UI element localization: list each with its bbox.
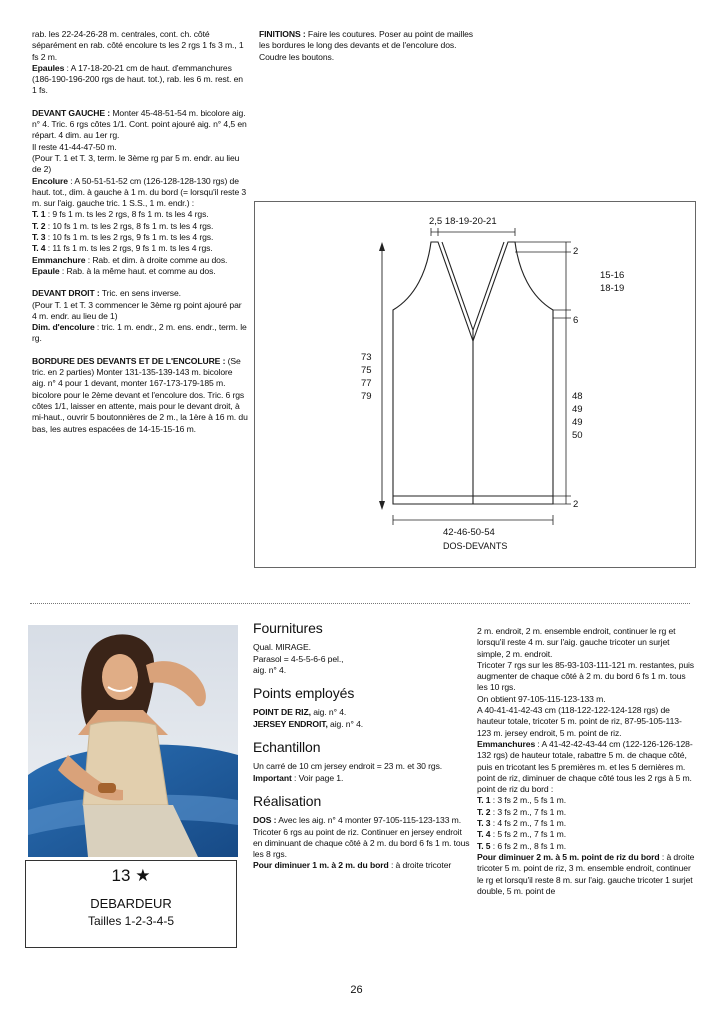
paragraph: Tricoter 7 rgs sur les 85-93-103-111-121 m. restantes, puis augmenter de chaque côté à 2 m. du bord 6 fs 1 m. tous les 10 rgs. — [477, 659, 694, 693]
paragraph-heading: Epaule — [32, 265, 60, 276]
paragraph: T. 5 : 6 fs 2 m., 8 fs 1 m. — [477, 840, 566, 851]
paragraph: Un carré de 10 cm jersey endroit = 23 m. et 30 rgs. — [253, 761, 443, 772]
points-text — [253, 707, 471, 730]
paragraph: Emmanchure : Rab. et dim. à droite comme au dos. — [32, 254, 228, 265]
section-divider — [30, 603, 690, 604]
paragraph-heading: Emmanchure — [32, 254, 86, 265]
paragraph-heading: T. 3 — [477, 818, 491, 829]
paragraph-heading: T. 3 — [32, 232, 46, 243]
paragraph-gap — [32, 277, 248, 288]
paragraph: Qual. MIRAGE. — [253, 642, 311, 653]
pattern-sizes: Tailles 1-2-3-4-5 — [87, 914, 175, 928]
page-number: 26 — [350, 984, 363, 996]
paragraph: aig. n° 4. — [253, 664, 287, 675]
schema-right-label: 48 — [572, 391, 583, 402]
paragraph: JERSEY ENDROIT, aig. n° 4. — [253, 718, 364, 729]
paragraph: FINITIONS : Faire les coutures. Poser au point de mailles les bordures le long des devants et de l'encolure dos. Coudre les boutons. — [259, 29, 473, 62]
paragraph-heading: DOS : — [253, 815, 277, 826]
paragraph: Emmanchures : A 41-42-42-43-44 cm (122-126-126-128-132 rgs) de hauteur totale, rabattre 5 m. de chaque côté, puis en tricotant les 5 premières m. et les 5 dernières m. point de riz, diminuer de chaque côté tous les 2 rgs à 5 m. point de riz du bord : — [477, 738, 693, 795]
paragraph-heading: Pour diminuer 2 m. à 5 m. point de riz du bord — [477, 851, 660, 862]
schema-right-label: 2 — [573, 246, 579, 257]
pattern-info-box — [25, 860, 237, 948]
schema-right-label: 49 — [572, 404, 583, 415]
schema-left-label: 77 — [361, 378, 372, 389]
schema-left-label: 73 — [361, 352, 372, 363]
paragraph: T. 4 : 11 fs 1 m. ts les 2 rgs, 9 fs 1 m. ts les 4 rgs. — [32, 243, 213, 254]
schema-top-label: 2,5 18-19-20-21 — [429, 216, 497, 227]
heading-realisation: Réalisation — [253, 792, 322, 809]
paragraph: Pour diminuer 2 m. à 5 m. point de riz du bord : à droite tricoter 5 m. point de riz, 3 m. ensemble endroit, continuer le rg et lorsqu'il reste 8 m. sur l'aig. gauche tricoter 1 surjet double, 5 m. point de — [477, 851, 695, 896]
paragraph: rab. les 22-24-26-28 m. centrales, cont. ch. côté séparément en rab. côté encolure ts les 2 rgs 1 fs 3 m., 1 fs 2 m. — [32, 29, 244, 62]
paragraph-heading: Epaules — [32, 62, 65, 73]
paragraph-heading: T. 5 — [477, 840, 491, 851]
echantillon-text — [253, 761, 471, 784]
paragraph: T. 2 : 10 fs 1 m. ts les 2 rgs, 8 fs 1 m. ts les 4 rgs. — [32, 220, 214, 231]
paragraph: BORDURE DES DEVANTS ET DE L'ENCOLURE : (Se tric. en 2 parties) Monter 131-135-139-143 m. bicolore aig. n° 4 pour 1 devant, monter 167-173-179-185 m. bicolore pour le 2ème devant et l'encolure dos. Tric. 6 rgs côtes 1/1, laisser en attente, mais pour le devant droit, à mi-haut., ouvrir 5 boutonnières de 2 m., la 1ère à 16 m. du bas, les autres espacées de 14-15-15-16 m. — [32, 355, 248, 434]
paragraph-heading: Encolure — [32, 175, 68, 186]
paragraph: DOS : Avec les aig. n° 4 monter 97-105-115-123-133 m. Tricoter 6 rgs au point de riz. Continuer en jersey endroit en diminuant de chaque côté à 2 m. du bord 6 fs 1 m. tous les 8 rgs. — [253, 815, 470, 860]
paragraph: 2 m. endroit, 2 m. ensemble endroit, continuer le rg et lorsqu'il reste 4 m. sur l'aig. gauche tricoter un surjet simple, 2 m. endroit. — [477, 626, 676, 659]
paragraph-heading: Dim. d'encolure — [32, 322, 95, 333]
paragraph: Il reste 41-44-47-50 m. — [32, 141, 117, 152]
paragraph: Important : Voir page 1. — [253, 772, 344, 783]
paragraph-heading: FINITIONS : — [259, 29, 306, 39]
paragraph: Pour diminuer 1 m. à 2 m. du bord : à droite tricoter — [253, 860, 452, 871]
schema-bottom-size: 42-46-50-54 — [443, 527, 495, 538]
schema-bottom-name: DOS-DEVANTS — [443, 541, 508, 551]
paragraph-heading: Pour diminuer 1 m. à 2 m. du bord — [253, 860, 389, 871]
fournitures-text — [253, 642, 471, 676]
paragraph-heading: POINT DE RIZ, — [253, 707, 311, 718]
paragraph-heading: T. 4 — [477, 829, 491, 840]
paragraph: On obtient 97-105-115-123-133 m. — [477, 693, 606, 704]
pattern-number: 13 ★ — [111, 866, 151, 885]
heading-echantillon: Echantillon — [253, 739, 321, 756]
schema-right-label: 49 — [572, 417, 583, 428]
paragraph: T. 3 : 4 fs 2 m., 7 fs 1 m. — [477, 818, 566, 829]
text-column-finitions — [259, 29, 475, 63]
paragraph: T. 4 : 5 fs 2 m., 7 fs 1 m. — [477, 829, 566, 840]
instructions-column-middle — [253, 620, 471, 872]
schematic-drawing — [255, 202, 695, 567]
schema-right-label: 6 — [573, 315, 579, 326]
paragraph-heading: BORDURE DES DEVANTS ET DE L'ENCOLURE : — [32, 355, 226, 366]
paragraph: T. 1 : 9 fs 1 m. ts les 2 rgs, 8 fs 1 m. ts les 4 rgs. — [32, 209, 209, 220]
schema-left-label: 79 — [361, 391, 372, 402]
paragraph: Epaules : A 17-18-20-21 cm de haut. d'emmanchures (186-190-196-200 rgs de haut. tot.), rab. les 6 m. rest. en 1 fs. — [32, 62, 243, 96]
instructions-column-right — [477, 626, 695, 897]
schema-right-label: 50 — [572, 430, 583, 441]
paragraph: A 40-41-41-42-43 cm (118-122-122-124-128 rgs) de hauteur totale, tricoter 5 m. point de riz, 87-95-105-113-123 m. jersey endroit, 5 m. point de riz. — [477, 705, 682, 738]
paragraph: T. 1 : 3 fs 2 m., 5 fs 1 m. — [477, 795, 566, 806]
paragraph: T. 3 : 10 fs 1 m. ts les 2 rgs, 9 fs 1 m. ts les 4 rgs. — [32, 232, 214, 243]
schema-right-label: 15-16 — [600, 270, 625, 281]
paragraph: POINT DE RIZ, aig. n° 4. — [253, 707, 347, 718]
paragraph-heading: T. 1 — [477, 795, 491, 806]
paragraph: DEVANT GAUCHE : Monter 45-48-51-54 m. bicolore aig. n° 4. Tric. 6 rgs côtes 1/1. Cont. point ajouré aig. n° 4,5 en répart. 4 dim. au 1er rg. — [32, 107, 247, 141]
paragraph-heading: T. 2 — [32, 220, 46, 231]
paragraph-heading: T. 2 — [477, 806, 491, 817]
paragraph-heading: Important — [253, 772, 292, 783]
paragraph-heading: JERSEY ENDROIT, — [253, 718, 328, 729]
heading-fournitures: Fournitures — [253, 620, 323, 636]
paragraph: Parasol = 4-5-5-6-6 pel., — [253, 653, 344, 664]
heading-points: Points employés — [253, 685, 355, 702]
paragraph-heading: DEVANT GAUCHE : — [32, 107, 111, 118]
paragraph: (Pour T. 1 et T. 3 commencer le 3ème rg point ajouré par 4 m. endr. au lieu de 1) — [32, 299, 242, 321]
model-photo — [28, 625, 238, 857]
paragraph-gap — [32, 345, 248, 356]
paragraph: T. 2 : 3 fs 2 m., 7 fs 1 m. — [477, 806, 566, 817]
neck-band-line — [442, 242, 504, 330]
paragraph: DEVANT DROIT : Tric. en sens inverse. — [32, 288, 181, 299]
paragraph: Encolure : A 50-51-51-52 cm (126-128-128-130 rgs) de haut. tot., dim. à gauche à 1 m. du bord (= lorsqu'il reste 3 m. sur l'aig. gauche tric. 1 S.S., 1 m. endr.) : — [32, 175, 247, 209]
arrow-down-icon — [379, 501, 385, 510]
arrow-up-icon — [379, 242, 385, 251]
schema-right-label: 2 — [573, 499, 579, 510]
paragraph-heading: T. 1 — [32, 209, 46, 220]
paragraph-heading: DEVANT DROIT : — [32, 288, 100, 299]
pattern-name: DEBARDEUR — [90, 896, 172, 911]
paragraph: Epaule : Rab. à la même haut. et comme au dos. — [32, 265, 216, 276]
paragraph-heading: T. 4 — [32, 243, 46, 254]
paragraph: Dim. d'encolure : tric. 1 m. endr., 2 m. ens. endr., term. le rg. — [32, 322, 247, 344]
text-column-left — [32, 29, 248, 435]
schema-right-label: 18-19 — [600, 283, 625, 294]
star-icon: ★ — [135, 866, 151, 885]
paragraph-heading: Emmanchures — [477, 738, 536, 749]
paragraph: (Pour T. 1 et T. 3, term. le 3ème rg par 5 m. endr. au lieu de 2) — [32, 152, 240, 175]
realisation-text — [253, 815, 471, 871]
schema-left-label: 75 — [361, 365, 372, 376]
paragraph-gap — [32, 97, 248, 108]
garment-schematic — [254, 201, 696, 568]
